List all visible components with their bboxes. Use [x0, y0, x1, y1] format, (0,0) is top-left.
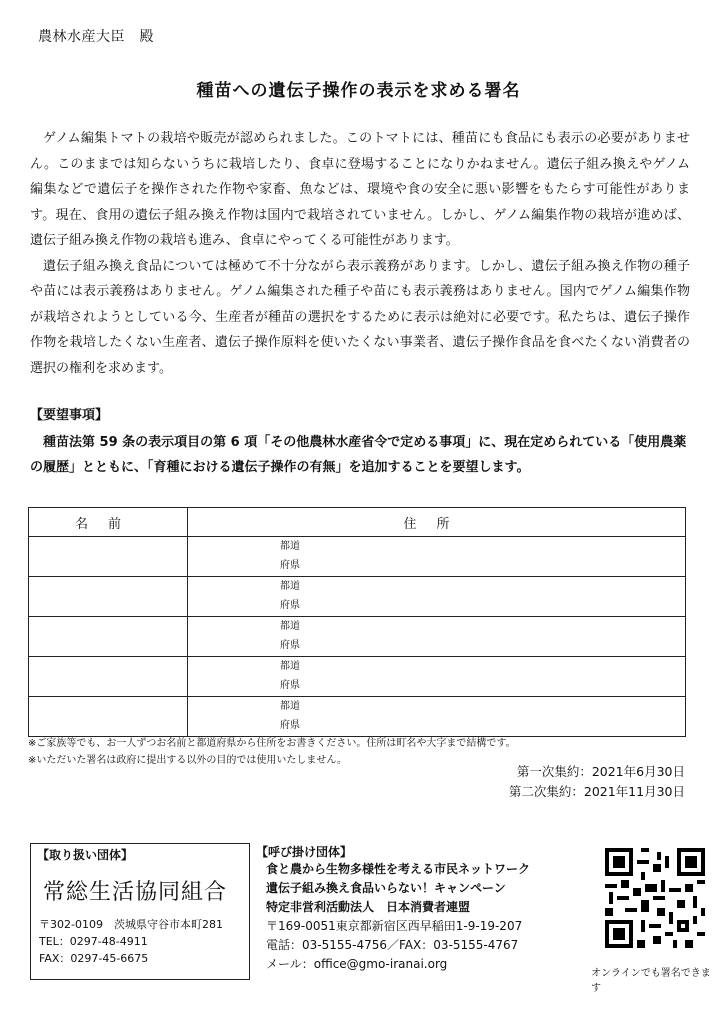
- pref-label: 都道: [280, 661, 300, 672]
- address-cell[interactable]: [188, 697, 686, 737]
- handler-fax: FAX：0297-45-6675: [39, 952, 149, 965]
- pref-label: 府県: [280, 680, 300, 691]
- caller-phone: 電話：03-5155-4756／FAX：03-5155-4767: [266, 938, 519, 952]
- note-1: ※ご家族等でも、お一人ずつお名前と都道府県から住所をお書きください。住所は町名や大字まで結構です。: [28, 738, 516, 749]
- address-cell[interactable]: [188, 537, 686, 577]
- caller-org-2: 遺伝子組み換え食品いらない！キャンペーン: [266, 881, 506, 895]
- handler-box: [30, 843, 250, 980]
- first-deadline: 第一次集約：2021年6月30日: [516, 764, 685, 779]
- pref-label: 府県: [280, 560, 300, 571]
- pref-label: 府県: [280, 720, 300, 731]
- note-2: ※いただいた署名は政府に提出する以外の目的では使用いたしません。: [28, 755, 347, 766]
- caller-org-1: 食と農から生物多様性を考える市民ネットワーク: [266, 862, 531, 876]
- handler-address: 〒302-0109 茨城県守谷市本町281: [39, 918, 223, 931]
- qr-caption: オンラインでも署名できます: [591, 968, 711, 994]
- name-column-header: 名前: [29, 508, 188, 537]
- name-cell[interactable]: [29, 537, 188, 577]
- handler-contact: [31, 916, 249, 967]
- signature-row: [29, 577, 686, 617]
- signature-row: [29, 537, 686, 577]
- pref-label: 都道: [280, 581, 300, 592]
- qr-code-icon[interactable]: [605, 848, 705, 948]
- handler-org: 常総生活協同組合: [43, 880, 228, 905]
- caller-org-3: 特定非営利活動法人 日本消費者連盟: [266, 900, 471, 914]
- request-text: 種苗法第 59 条の表示項目の第 6 項「その他農林水産省令で定める事項」に、現在定められている「使用農薬の履歴」とともに、「育種における遺伝子操作の有無」を追加することを要望します。: [30, 435, 687, 475]
- body-text: [30, 126, 690, 381]
- second-deadline: 第二次集約：2021年11月30日: [508, 784, 685, 799]
- name-cell[interactable]: [29, 577, 188, 617]
- address-column-header: 住所: [188, 508, 686, 537]
- signature-row: [29, 617, 686, 657]
- document-title: 種苗への遺伝子操作の表示を求める署名: [196, 81, 521, 101]
- name-cell[interactable]: [29, 617, 188, 657]
- request-body: [30, 430, 690, 480]
- caller-email[interactable]: メール：office@gmo-iranai.org: [266, 957, 448, 971]
- caller-box: [256, 843, 556, 974]
- signature-header-row: [29, 508, 686, 537]
- pref-label: 都道: [280, 621, 300, 632]
- pref-label: 府県: [280, 600, 300, 611]
- pref-label: 都道: [280, 701, 300, 712]
- handler-label: 【取り扱い団体】: [37, 848, 134, 862]
- address-cell[interactable]: [188, 617, 686, 657]
- pref-label: 府県: [280, 640, 300, 651]
- signature-table: [28, 507, 686, 737]
- request-heading: 【要望事項】: [30, 408, 109, 423]
- paragraph-2: 遺伝子組み換え食品については極めて不十分ながら表示義務があります。しかし、遺伝子組み換え作物の種子や苗には表示義務はありません。ゲノム編集された種子や苗にも表示義務はありません。国内でゲノム編集作物が栽培されようとしている今、生産者が種苗の選択をするために表示は絶対に必要です。私たちは、遺伝子操作作物を栽培したくない生産者、遺伝子操作原料を使いたくない事業者、遺伝子操作食品を食べたくない消費者の選択の権利を求めます。: [30, 258, 690, 376]
- signature-row: [29, 657, 686, 697]
- name-cell[interactable]: [29, 657, 188, 697]
- name-cell[interactable]: [29, 697, 188, 737]
- address-cell[interactable]: [188, 657, 686, 697]
- signature-row: [29, 697, 686, 737]
- handler-tel: TEL：0297-48-4911: [39, 935, 148, 948]
- address-cell[interactable]: [188, 577, 686, 617]
- caller-address: 〒169-0051東京都新宿区西早稲田1-9-19-207: [266, 919, 523, 933]
- collection-dates: [509, 762, 685, 802]
- paragraph-1: ゲノム編集トマトの栽培や販売が認められました。このトマトには、種苗にも食品にも表示の必要がありません。このままでは知らないうちに栽培したり、食卓に登場することになりかねません。遺伝子組み換えやゲノム編集などで遺伝子を操作された作物や家畜、魚などは、環境や食の安全に悪い影響をもたらす可能性があります。現在、食用の遺伝子組み換え作物は国内で栽培されていません。しかし、ゲノム編集作物の栽培が進めば、遺伝子組み換え作物の栽培も進み、食卓にやってくる可能性があります。: [30, 131, 690, 248]
- caller-label: 【呼び掛け団体】: [256, 845, 353, 859]
- pref-label: 都道: [280, 541, 300, 552]
- addressee: 農林水産大臣 殿: [38, 29, 154, 45]
